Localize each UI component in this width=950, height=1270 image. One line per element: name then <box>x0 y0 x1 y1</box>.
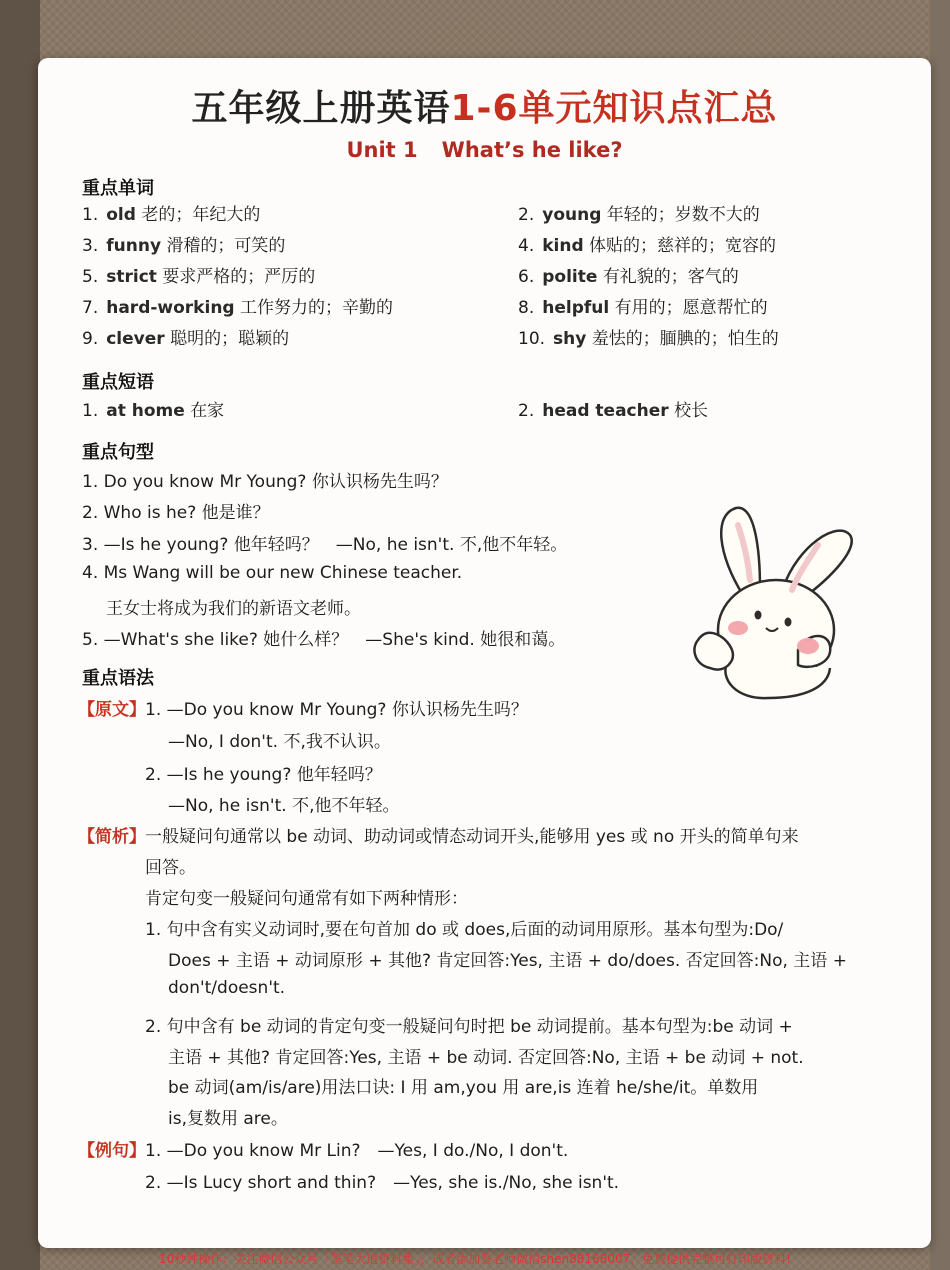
word-item: 9. clever 聪明的；聪颖的 <box>82 329 290 349</box>
example-line: 1. —Do you know Mr Lin? —Yes, I do./No, I don't. <box>145 1141 569 1161</box>
background-right-strip <box>930 0 950 1270</box>
analysis-line: 主语 + 其他? 肯定回答:Yes, 主语 + be 动词. 否定回答:No, 主语 + be 动词 + not. <box>168 1048 804 1068</box>
footer-notice: 10秒钟操作：关注微信公众号「鉴笔大道资料集」，或者添加鉴老师微信shen88168007，免费提供完整可打印版资料! <box>158 1252 791 1266</box>
analysis-line: is,复数用 are。 <box>168 1109 288 1129</box>
unit-label: Unit 1 <box>346 138 418 162</box>
example-tag: 【例句】 <box>78 1141 146 1161</box>
analysis-line: don't/doesn't. <box>168 978 286 998</box>
word-item: 4. kind 体贴的；慈祥的；宽容的 <box>518 236 777 256</box>
phrase-item: 2. head teacher 校长 <box>518 401 709 421</box>
analysis-line: 2. 句中含有 be 动词的肯定句变一般疑问句时把 be 动词提前。基本句型为:be 动词 + <box>145 1017 793 1037</box>
unit-name: What’s he like? <box>441 138 623 162</box>
sentence-line: 4. Ms Wang will be our new Chinese teacher. <box>82 563 463 583</box>
analysis-line: 回答。 <box>145 858 196 878</box>
bunny-illustration <box>688 500 868 710</box>
original-tag: 【原文】 <box>78 700 146 720</box>
analysis-line: Does + 主语 + 动词原形 + 其他? 肯定回答:Yes, 主语 + do/does. 否定回答:No, 主语 + <box>168 951 847 971</box>
word-item: 8. helpful 有用的；愿意帮忙的 <box>518 298 768 318</box>
analysis-line: be 动词(am/is/are)用法口诀: I 用 am,you 用 are,is 连着 he/she/it。单数用 <box>168 1078 759 1098</box>
analysis-line: 肯定句变一般疑问句通常有如下两种情形： <box>145 889 468 909</box>
example-line: 2. —Is Lucy short and thin? —Yes, she is./No, she isn't. <box>145 1173 620 1193</box>
section-phrases-heading: 重点短语 <box>82 372 154 393</box>
background-left-strip <box>0 0 40 1270</box>
grammar-original-line: 2. —Is he young? 他年轻吗？ <box>145 765 382 785</box>
word-item: 10. shy 羞怯的；腼腆的；怕生的 <box>518 329 779 349</box>
unit-title <box>38 138 931 162</box>
section-grammar-heading: 重点语法 <box>82 668 154 689</box>
analysis-line: 一般疑问句通常以 be 动词、助动词或情态动词开头,能够用 yes 或 no 开头的简单句来 <box>145 827 799 847</box>
sentence-line: 5. —What's she like? 她什么样？ —She's kind. 她很和蔼。 <box>82 630 566 650</box>
word-item: 2. young 年轻的；岁数不大的 <box>518 205 760 225</box>
title-red: 1-6单元知识点汇总 <box>450 88 778 129</box>
grammar-original-line: —No, he isn't. 不,他不年轻。 <box>168 796 400 816</box>
sentence-line: 王女士将成为我们的新语文老师。 <box>106 599 361 619</box>
word-item: 3. funny 滑稽的；可笑的 <box>82 236 286 256</box>
word-item: 5. strict 要求严格的；严厉的 <box>82 267 316 287</box>
title-black: 五年级上册英语 <box>191 88 451 129</box>
sentence-line: 1. Do you know Mr Young? 你认识杨先生吗？ <box>82 472 448 492</box>
word-item: 1. old 老的；年纪大的 <box>82 205 261 225</box>
analysis-tag: 【简析】 <box>78 827 146 847</box>
analysis-line: 1. 句中含有实义动词时,要在句首加 do 或 does,后面的动词用原形。基本句型为:Do/ <box>145 920 784 940</box>
word-item: 6. polite 有礼貌的；客气的 <box>518 267 739 287</box>
phrase-item: 1. at home 在家 <box>82 401 225 421</box>
section-sentences-heading: 重点句型 <box>82 442 154 463</box>
word-item: 7. hard-working 工作努力的；辛勤的 <box>82 298 393 318</box>
page-title <box>38 80 931 131</box>
sentence-line: 2. Who is he? 他是谁？ <box>82 503 270 523</box>
section-words-heading: 重点单词 <box>82 178 154 199</box>
sentence-line: 3. —Is he young? 他年轻吗？ —No, he isn't. 不,他不年轻。 <box>82 535 568 555</box>
grammar-original-line: 1. —Do you know Mr Young? 你认识杨先生吗？ <box>145 700 528 720</box>
grammar-original-line: —No, I don't. 不,我不认识。 <box>168 732 391 752</box>
